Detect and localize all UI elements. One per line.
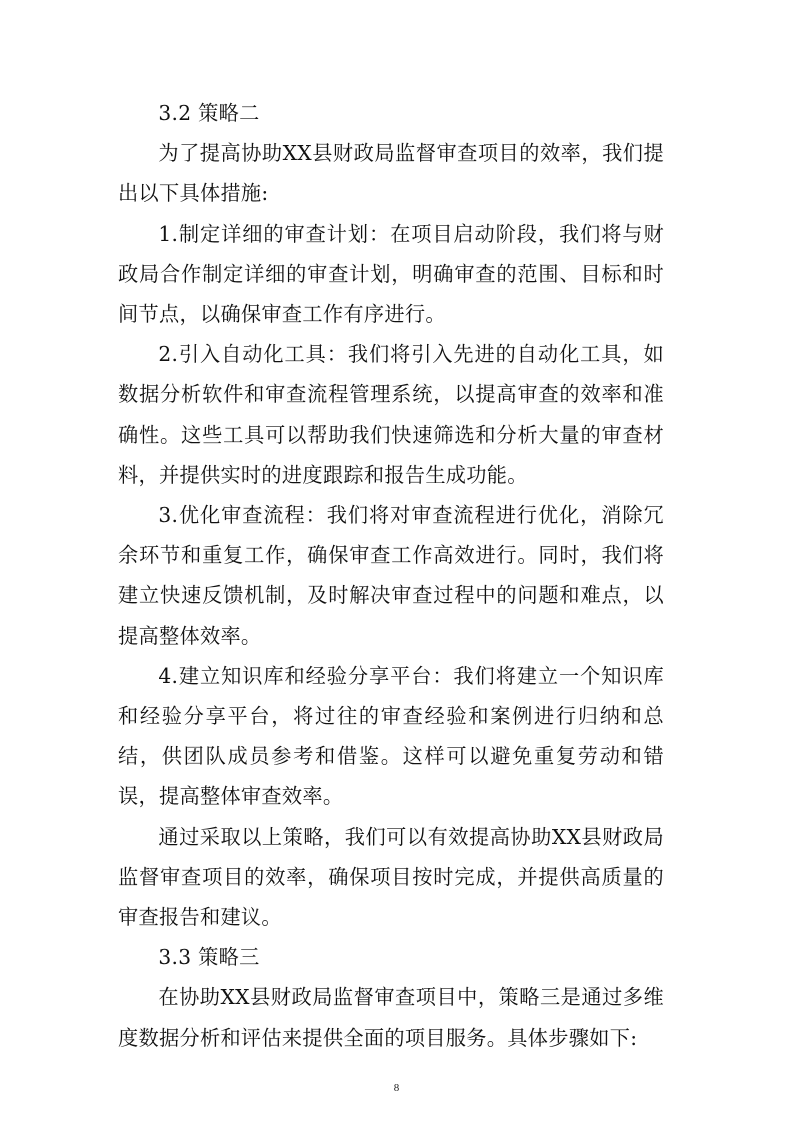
paragraph-conclusion: 通过采取以上策略，我们可以有效提高协助XX县财政局监督审查项目的效率，确保项目按时完成，并提供高质量的审查报告和建议。 bbox=[118, 824, 664, 930]
section-heading-3-2: 3.2 策略二 bbox=[158, 101, 260, 125]
paragraph-measure-1: 1.制定详细的审查计划：在项目启动阶段，我们将与财政局合作制定详细的审查计划，明确审查的范围、目标和时间节点，以确保审查工作有序进行。 bbox=[118, 221, 664, 327]
page-content bbox=[118, 93, 664, 1058]
paragraph-measure-4: 4.建立知识库和经验分享平台：我们将建立一个知识库和经验分享平台，将过往的审查经验和案例进行归纳和总结，供团队成员参考和借鉴。这样可以避免重复劳动和错误，提高整体审查效率。 bbox=[118, 663, 664, 809]
paragraph-strategy-3-intro: 在协助XX县财政局监督审查项目中，策略三是通过多维度数据分析和评估来提供全面的项目服务。具体步骤如下: bbox=[118, 985, 664, 1050]
paragraph-measure-2: 2.引入自动化工具：我们将引入先进的自动化工具，如数据分析软件和审查流程管理系统，以提高审查的效率和准确性。这些工具可以帮助我们快速筛选和分析大量的审查材料，并提供实时的进度跟踪和报告生成功能。 bbox=[118, 342, 664, 487]
page-number: 8 bbox=[393, 1082, 400, 1094]
paragraph-measure-3: 3.优化审查流程：我们将对审查流程进行优化，消除冗余环节和重复工作，确保审查工作高效进行。同时，我们将建立快速反馈机制，及时解决审查过程中的问题和难点，以提高整体效率。 bbox=[118, 503, 664, 648]
section-heading-3-3: 3.3 策略三 bbox=[158, 945, 260, 970]
paragraph-intro: 为了提高协助XX县财政局监督审查项目的效率，我们提出以下具体措施: bbox=[118, 141, 664, 206]
